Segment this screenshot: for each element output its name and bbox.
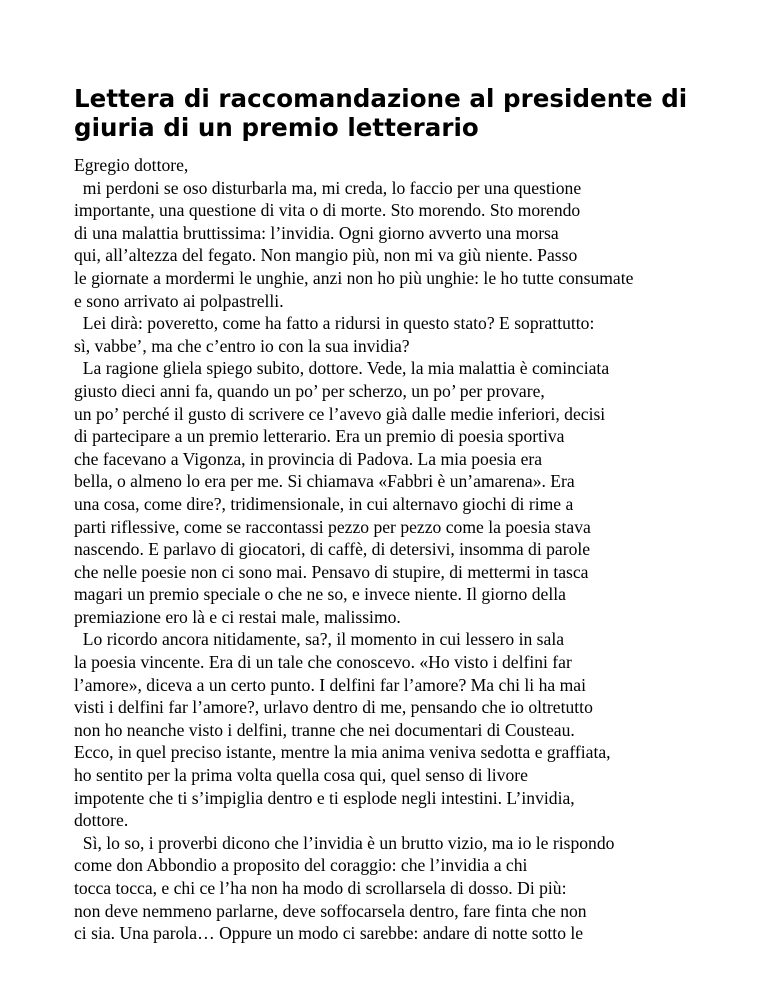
text-line: sì, vabbe’, ma che c’entro io con la sua invidia?: [74, 335, 410, 356]
text-line: come don Abbondio a proposito del coraggio: che l’invidia a chi: [74, 855, 528, 876]
text-line: impotente che ti s’impiglia dentro e ti esplode negli intestini. L’invidia,: [74, 787, 575, 808]
title-line: Lettera di raccomandazione al presidente di: [74, 84, 688, 113]
text-line: l’amore», diceva a un certo punto. I delfini far l’amore? Ma chi li ha mai: [74, 674, 586, 695]
text-line: nascendo. E parlavo di giocatori, di caffè, di detersivi, insomma di parole: [74, 539, 591, 560]
text-line: un po’ perché il gusto di scrivere ce l’avevo già dalle medie inferiori, decisi: [74, 403, 606, 424]
text-line: e sono arrivato ai polpastrelli.: [74, 290, 284, 311]
text-line: tocca tocca, e chi ce l’ha non ha modo di scrollarsela di dosso. Di più:: [74, 878, 567, 898]
text-line: le giornate a mordermi le unghie, anzi non ho più unghie: le ho tutte consumate: [74, 267, 634, 288]
text-line: qui, all’altezza del fegato. Non mangio più, non mi va giù niente. Passo: [74, 245, 578, 266]
text-line: Ecco, in quel preciso istante, mentre la mia anima veniva sedotta e graffiata,: [74, 742, 611, 763]
text-line: la poesia vincente. Era di un tale che conoscevo. «Ho visto i delfini far: [74, 652, 572, 673]
document-page: [74, 84, 734, 945]
text-line: mi perdoni se oso disturbarla ma, mi creda, lo faccio per una questione: [74, 177, 582, 198]
text-line: non ho neanche visto i delfini, tranne che nei documentari di Cousteau.: [74, 719, 575, 740]
text-line: Lei dirà: poveretto, come ha fatto a ridursi in questo stato? E soprattutto:: [74, 313, 595, 334]
text-line: che nelle poesie non ci sono mai. Pensavo di stupire, di mettermi in tasca: [74, 561, 589, 582]
text-line: che facevano a Vigonza, in provincia di Padova. La mia poesia era: [74, 448, 543, 469]
title-line: giuria di un premio letterario: [74, 113, 479, 142]
text-line: ho sentito per la prima volta quella cosa qui, quel senso di livore: [74, 765, 528, 786]
text-line: Egregio dottore,: [74, 155, 189, 175]
letter-body: [74, 154, 734, 945]
text-line: non deve nemmeno parlarne, deve soffocarsela dentro, fare finta che non: [74, 900, 587, 921]
text-line: dottore.: [74, 810, 129, 831]
text-line: parti riflessive, come se raccontassi pezzo per pezzo come la poesia stava: [74, 516, 591, 537]
text-line: visti i delfini far l’amore?, urlavo dentro di me, pensando che io oltretutto: [74, 697, 593, 718]
text-line: di una malattia bruttissima: l’invidia. Ogni giorno avverto una morsa: [74, 222, 559, 243]
text-line: premiazione ero là e ci restai male, malissimo.: [74, 606, 401, 627]
text-line: una cosa, come dire?, tridimensionale, in cui alternavo giochi di rime a: [74, 493, 574, 514]
text-line: La ragione gliela spiego subito, dottore. Vede, la mia malattia è cominciata: [74, 358, 610, 379]
text-line: bella, o almeno lo era per me. Si chiamava «Fabbri è un’amarena». Era: [74, 471, 575, 492]
document-title: [74, 84, 734, 142]
text-line: di partecipare a un premio letterario. Era un premio di poesia sportiva: [74, 426, 565, 447]
text-line: ci sia. Una parola… Oppure un modo ci sarebbe: andare di notte sotto le: [74, 923, 584, 944]
text-line: Sì, lo so, i proverbi dicono che l’invidia è un brutto vizio, ma io le rispondo: [74, 832, 615, 853]
text-line: Lo ricordo ancora nitidamente, sa?, il momento in cui lessero in sala: [74, 629, 565, 650]
text-line: giusto dieci anni fa, quando un po’ per scherzo, un po’ per provare,: [74, 380, 545, 401]
text-line: importante, una questione di vita o di morte. Sto morendo. Sto morendo: [74, 200, 581, 221]
text-line: magari un premio speciale o che ne so, e invece niente. Il giorno della: [74, 584, 566, 605]
